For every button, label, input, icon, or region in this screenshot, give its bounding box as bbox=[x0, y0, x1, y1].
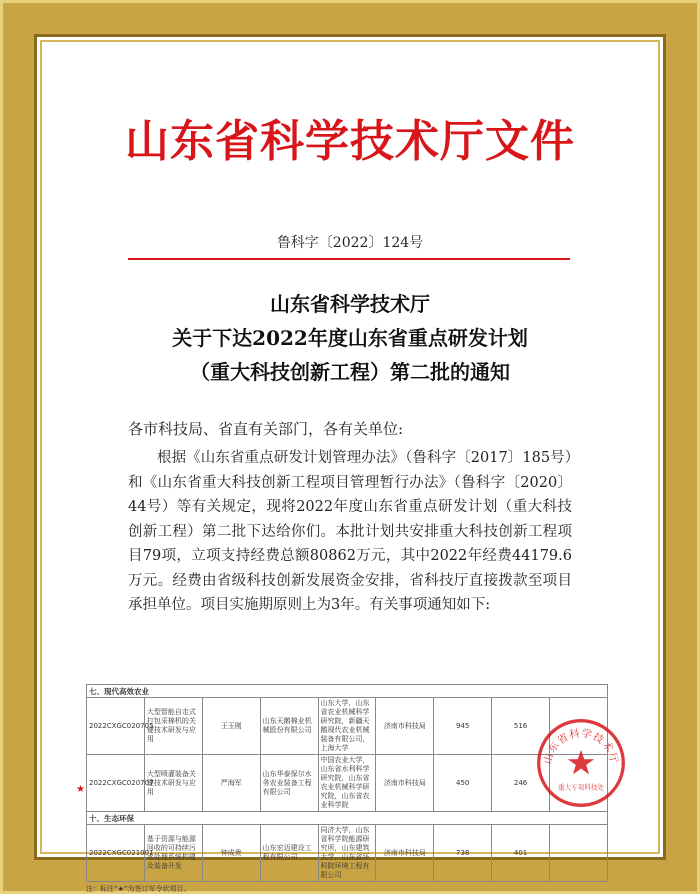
cell-name: 大型智能自走式打包采棉机的关键技术研发与应用 bbox=[144, 698, 202, 755]
annex-note: 注：标注“★”为签订军令状项目。 bbox=[86, 885, 191, 893]
document-header: 山东省科学技术厅文件 bbox=[125, 116, 575, 167]
cell-total: 738 bbox=[434, 825, 492, 882]
section-title: 七、现代高效农业 bbox=[87, 685, 608, 698]
cell-unit: 山东天鹅棉业机械股份有限公司 bbox=[260, 698, 318, 755]
seal-text: 山东省科学技术厅 bbox=[541, 727, 621, 766]
cell-coop: 同济大学，山东省科学院能源研究所，山东建筑大学，山东省环科院环境工程有限公司 bbox=[318, 825, 376, 882]
cell-code: 2022CXGC020705 bbox=[87, 698, 145, 755]
cell-mgr: 济南市科技局 bbox=[376, 698, 434, 755]
cell-lead: 钟成贵 bbox=[202, 825, 260, 882]
red-divider bbox=[128, 258, 570, 260]
cell-code: 2022CXGC020707 bbox=[87, 755, 145, 812]
document-number: 鲁科字〔2022〕124号 bbox=[276, 235, 424, 251]
cell-total: 450 bbox=[434, 755, 492, 812]
section-header bbox=[87, 685, 608, 698]
section-title: 十、生态环保 bbox=[87, 812, 608, 825]
seal-subtext: 重大专项科技处 bbox=[557, 783, 605, 792]
cell-2022: 516 bbox=[492, 698, 550, 755]
cell-coop: 中国农业大学，山东省水利科学研究院，山东省农业机械科学研究院，山东省农业科学院 bbox=[318, 755, 376, 812]
cell-lead: 王玉刚 bbox=[202, 698, 260, 755]
table-row bbox=[87, 825, 608, 882]
cell-code: 2022CXGC021001 bbox=[87, 825, 145, 882]
annex-table bbox=[86, 684, 608, 894]
cell-blank bbox=[550, 825, 608, 882]
section-header bbox=[87, 812, 608, 825]
cell-unit: 山东华泰保尔水务农业装备工程有限公司 bbox=[260, 755, 318, 812]
cell-lead: 严海军 bbox=[202, 755, 260, 812]
cell-coop: 山东大学，山东省农业机械科学研究院，新疆天鹅现代农业机械装备有限公司，上海大学 bbox=[318, 698, 376, 755]
cell-total: 945 bbox=[434, 698, 492, 755]
title-line-3: （重大科技创新工程）第二批的通知 bbox=[190, 360, 510, 384]
cell-unit: 山东宏迈建设工程有限公司 bbox=[260, 825, 318, 882]
table-row bbox=[87, 755, 608, 812]
salutation: 各市科技局、省直有关部门，各有关单位: bbox=[128, 420, 404, 438]
seal-star-icon bbox=[568, 750, 594, 774]
body-paragraph: 根据《山东省重点研发计划管理办法》（鲁科字〔2017〕185号）和《山东省重大科技创新工程项目管理暂行办法》（鲁科字〔2020〕44号）等有关规定，现将2022年度山东省重点研发计划（重大科技创新工程）第二批下达给你们。本批计划共安排重大科技创新工程项目79项，立项支持经费总额80862万元，其中2022年经费44179.6万元。经费由省级科技创新发展资金安排，省科技厅直接拨款至项目承担单位。项目实施期原则上为3年。有关事项通知如下: bbox=[128, 450, 572, 613]
star-mark: ★ bbox=[76, 784, 85, 795]
cell-2022: 246 bbox=[492, 755, 550, 812]
title-line-1: 山东省科学技术厅 bbox=[270, 292, 430, 316]
table-row bbox=[87, 698, 608, 755]
cell-mgr: 济南市科技局 bbox=[376, 755, 434, 812]
title-line-2: 关于下达2022年度山东省重点研发计划 bbox=[172, 326, 528, 350]
cell-name: 大型喷灌装备关键技术研发与应用 bbox=[144, 755, 202, 812]
cell-mgr: 济南市科技局 bbox=[376, 825, 434, 882]
cell-name: 基于资源与能源回收的可持续污水处理系统构建及装备开发 bbox=[144, 825, 202, 882]
cell-2022: 401 bbox=[492, 825, 550, 882]
official-seal-icon bbox=[534, 716, 628, 810]
